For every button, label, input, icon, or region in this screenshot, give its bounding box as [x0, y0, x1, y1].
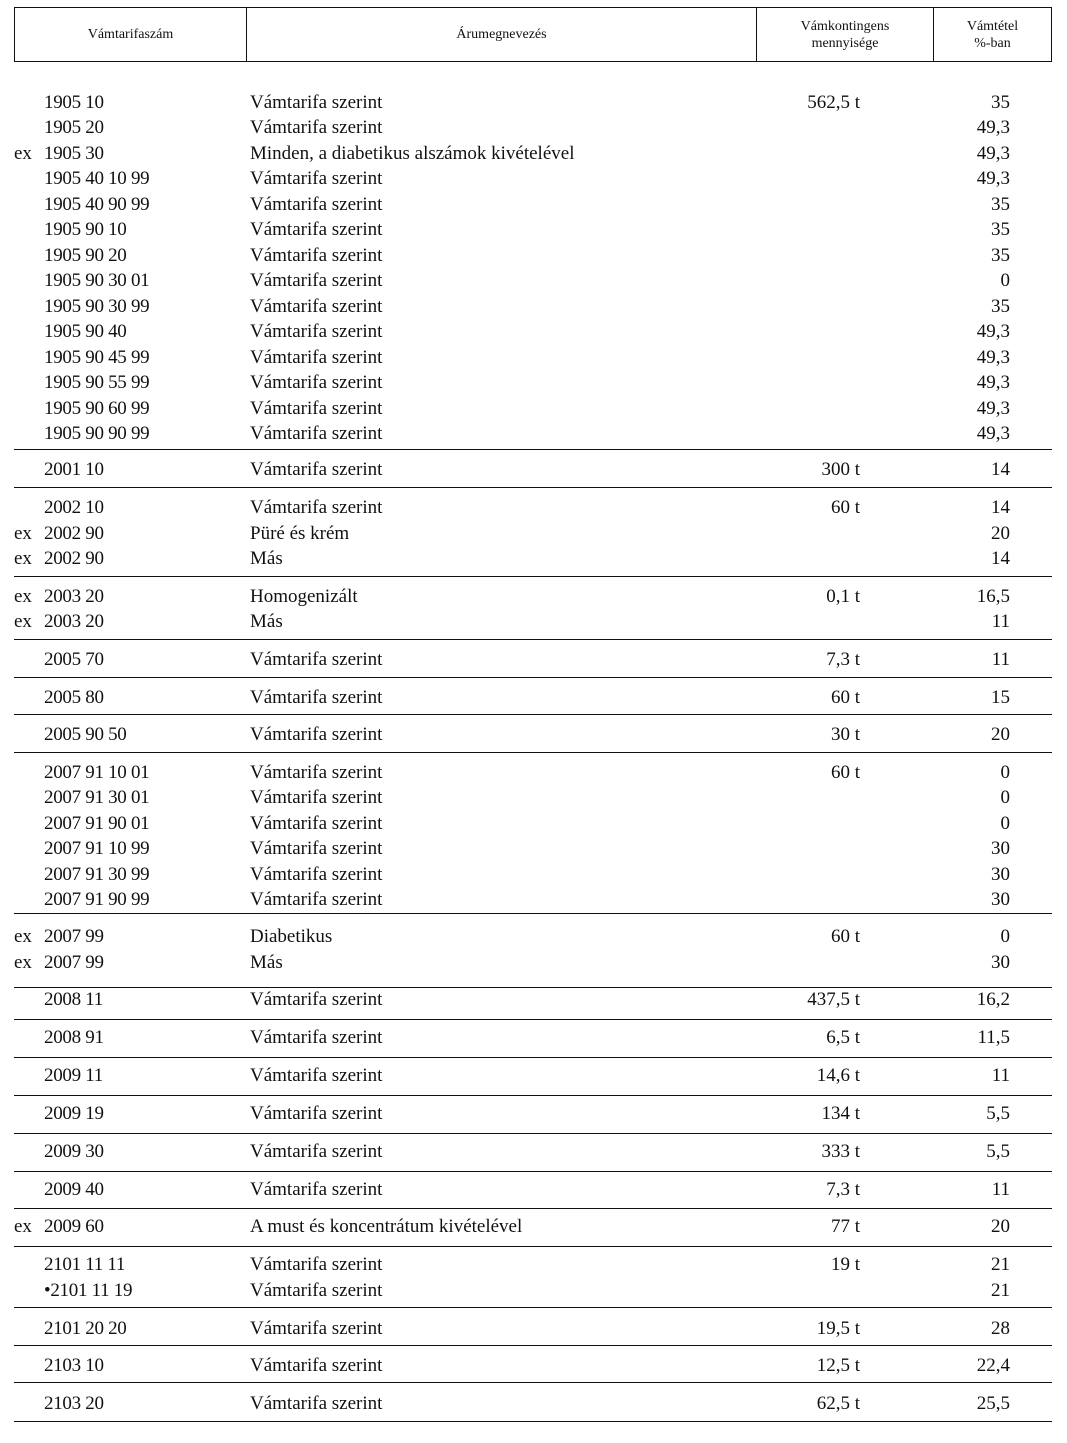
table-row	[0, 546, 1067, 571]
table-row	[0, 1214, 1067, 1239]
table-row	[0, 1391, 1067, 1416]
table-row	[0, 584, 1067, 609]
product-description: Vámtarifa szerint	[250, 321, 383, 342]
row-divider	[14, 1133, 1052, 1134]
tariff-code: 2007 91 30 01	[44, 787, 150, 808]
header-quota-quantity: Vámkontingens mennyisége	[756, 8, 933, 61]
row-divider	[14, 1246, 1052, 1247]
table-row	[0, 495, 1067, 520]
quota-quantity: 60 t	[830, 926, 860, 947]
table-row	[0, 370, 1067, 395]
table-row	[0, 862, 1067, 887]
ex-marker: ex	[14, 926, 32, 947]
row-divider	[14, 1019, 1052, 1020]
duty-rate: 11,5	[977, 1027, 1010, 1048]
tariff-code: 2007 91 10 01	[44, 762, 150, 783]
tariff-code: 2003 20	[44, 611, 104, 632]
row-divider	[14, 1057, 1052, 1058]
duty-rate: 16,2	[976, 989, 1010, 1010]
duty-rate: 35	[991, 219, 1010, 240]
quota-quantity: 562,5 t	[807, 92, 860, 113]
product-description: Vámtarifa szerint	[250, 168, 383, 189]
duty-rate: 49,3	[976, 168, 1010, 189]
product-description: Vámtarifa szerint	[250, 194, 383, 215]
tariff-code: 1905 90 55 99	[44, 372, 150, 393]
tariff-code: 1905 20	[44, 117, 104, 138]
table-row	[0, 217, 1067, 242]
table-row	[0, 192, 1067, 217]
quota-quantity: 19,5 t	[816, 1318, 860, 1339]
product-description: Más	[250, 611, 283, 632]
tariff-code: 2101 11 11	[44, 1254, 126, 1275]
duty-rate: 20	[991, 1216, 1010, 1237]
duty-rate: 35	[991, 194, 1010, 215]
row-divider	[14, 449, 1052, 450]
table-row	[0, 609, 1067, 634]
table-row	[0, 811, 1067, 836]
tariff-code: 2009 11	[44, 1065, 103, 1086]
duty-rate: 14	[991, 548, 1010, 569]
duty-rate: 5,5	[986, 1103, 1010, 1124]
duty-rate: 5,5	[986, 1141, 1010, 1162]
table-row	[0, 887, 1067, 912]
product-description: Vámtarifa szerint	[250, 1027, 383, 1048]
quota-quantity: 0,1 t	[826, 586, 860, 607]
table-row	[0, 1353, 1067, 1378]
table-row	[0, 345, 1067, 370]
duty-rate: 49,3	[976, 372, 1010, 393]
product-description: Vámtarifa szerint	[250, 762, 383, 783]
quota-quantity: 77 t	[830, 1216, 860, 1237]
duty-rate: 20	[991, 523, 1010, 544]
quota-quantity: 60 t	[830, 687, 860, 708]
ex-marker: ex	[14, 143, 32, 164]
duty-rate: 0	[1000, 813, 1010, 834]
duty-rate: 25,5	[976, 1393, 1010, 1414]
duty-rate: 28	[991, 1318, 1010, 1339]
header-duty-rate: Vámtétel %-ban	[933, 8, 1051, 61]
table-row	[0, 166, 1067, 191]
tariff-code: •2101 11 19	[44, 1280, 133, 1301]
tariff-code: 2009 40	[44, 1179, 104, 1200]
tariff-code: 2007 99	[44, 952, 104, 973]
product-description: Vámtarifa szerint	[250, 1141, 383, 1162]
table-row	[0, 1139, 1067, 1164]
duty-rate: 11	[991, 1065, 1010, 1086]
table-row	[0, 457, 1067, 482]
header-description: Árumegnevezés	[246, 8, 756, 61]
product-description: Vámtarifa szerint	[250, 649, 383, 670]
product-description: Homogenizált	[250, 586, 358, 607]
ex-marker: ex	[14, 611, 32, 632]
tariff-code: 2002 90	[44, 548, 104, 569]
ex-marker: ex	[14, 1216, 32, 1237]
product-description: Vámtarifa szerint	[250, 989, 383, 1010]
table-row	[0, 722, 1067, 747]
row-divider	[14, 1171, 1052, 1172]
duty-rate: 21	[991, 1254, 1010, 1275]
tariff-code: 2005 90 50	[44, 724, 127, 745]
product-description: Vámtarifa szerint	[250, 1280, 383, 1301]
table-row	[0, 294, 1067, 319]
tariff-code: 1905 90 40	[44, 321, 127, 342]
duty-rate: 16,5	[976, 586, 1010, 607]
product-description: A must és koncentrátum kivételével	[250, 1216, 523, 1237]
tariff-code: 2001 10	[44, 459, 104, 480]
quota-quantity: 30 t	[830, 724, 860, 745]
table-row	[0, 1101, 1067, 1126]
duty-rate: 49,3	[976, 321, 1010, 342]
quota-quantity: 300 t	[821, 459, 860, 480]
quota-quantity: 62,5 t	[816, 1393, 860, 1414]
duty-rate: 49,3	[976, 398, 1010, 419]
tariff-code: 1905 40 90 99	[44, 194, 150, 215]
product-description: Vámtarifa szerint	[250, 459, 383, 480]
tariff-code: 2002 90	[44, 523, 104, 544]
table-row	[0, 421, 1067, 446]
product-description: Más	[250, 548, 283, 569]
quota-quantity: 12,5 t	[816, 1355, 860, 1376]
product-description: Vámtarifa szerint	[250, 347, 383, 368]
table-row	[0, 396, 1067, 421]
table-row	[0, 785, 1067, 810]
duty-rate: 30	[991, 952, 1010, 973]
duty-rate: 30	[991, 864, 1010, 885]
product-description: Vámtarifa szerint	[250, 889, 383, 910]
quota-quantity: 7,3 t	[826, 1179, 860, 1200]
duty-rate: 0	[1000, 270, 1010, 291]
duty-rate: 30	[991, 889, 1010, 910]
tariff-code: 2008 91	[44, 1027, 104, 1048]
row-divider	[14, 714, 1052, 715]
duty-rate: 11	[991, 1179, 1010, 1200]
table-row	[0, 521, 1067, 546]
product-description: Vámtarifa szerint	[250, 117, 383, 138]
tariff-code: 1905 90 10	[44, 219, 127, 240]
product-description: Vámtarifa szerint	[250, 687, 383, 708]
table-row	[0, 950, 1067, 975]
row-divider	[14, 1307, 1052, 1308]
row-divider	[14, 1421, 1052, 1422]
row-divider	[14, 987, 1052, 988]
product-description: Vámtarifa szerint	[250, 1393, 383, 1414]
table-row	[0, 319, 1067, 344]
product-description: Diabetikus	[250, 926, 333, 947]
row-divider	[14, 752, 1052, 753]
row-divider	[14, 1345, 1052, 1346]
product-description: Püré és krém	[250, 523, 350, 544]
product-description: Vámtarifa szerint	[250, 724, 383, 745]
row-divider	[14, 913, 1052, 914]
header-code: Vámtarifaszám	[87, 27, 174, 42]
table-row	[0, 90, 1067, 115]
tariff-code: 2007 99	[44, 926, 104, 947]
table-row	[0, 268, 1067, 293]
table-row	[0, 647, 1067, 672]
quota-quantity: 60 t	[830, 762, 860, 783]
tariff-code: 2007 91 10 99	[44, 838, 150, 859]
product-description: Vámtarifa szerint	[250, 423, 383, 444]
duty-rate: 35	[991, 245, 1010, 266]
quota-quantity: 19 t	[830, 1254, 860, 1275]
tariff-code: 2007 91 90 01	[44, 813, 150, 834]
ex-marker: ex	[14, 523, 32, 544]
product-description: Vámtarifa szerint	[250, 219, 383, 240]
duty-rate: 49,3	[976, 143, 1010, 164]
tariff-code: 2005 80	[44, 687, 104, 708]
product-description: Vámtarifa szerint	[250, 1318, 383, 1339]
tariff-code: 1905 90 60 99	[44, 398, 150, 419]
tariff-code: 2009 60	[44, 1216, 104, 1237]
tariff-code: 2007 91 90 99	[44, 889, 150, 910]
table-row	[0, 1252, 1067, 1277]
tariff-code: 2003 20	[44, 586, 104, 607]
tariff-code: 2002 10	[44, 497, 104, 518]
table-row	[0, 924, 1067, 949]
table-row	[0, 987, 1067, 1012]
quota-quantity: 14,6 t	[816, 1065, 860, 1086]
product-description: Vámtarifa szerint	[250, 1355, 383, 1376]
quota-quantity: 333 t	[821, 1141, 860, 1162]
product-description: Vámtarifa szerint	[250, 1179, 383, 1200]
duty-rate: 0	[1000, 787, 1010, 808]
duty-rate: 20	[991, 724, 1010, 745]
tariff-code: 1905 40 10 99	[44, 168, 150, 189]
tariff-code: 1905 90 30 99	[44, 296, 150, 317]
quota-quantity: 60 t	[830, 497, 860, 518]
product-description: Vámtarifa szerint	[250, 270, 383, 291]
ex-marker: ex	[14, 586, 32, 607]
product-description: Vámtarifa szerint	[250, 398, 383, 419]
duty-rate: 49,3	[976, 347, 1010, 368]
row-divider	[14, 639, 1052, 640]
ex-marker: ex	[14, 548, 32, 569]
duty-rate: 35	[991, 296, 1010, 317]
quota-quantity: 437,5 t	[807, 989, 860, 1010]
row-divider	[14, 677, 1052, 678]
row-divider	[14, 1382, 1052, 1383]
table-row	[0, 1278, 1067, 1303]
product-description: Vámtarifa szerint	[250, 92, 383, 113]
tariff-code: 2005 70	[44, 649, 104, 670]
table-row	[0, 115, 1067, 140]
product-description: Vámtarifa szerint	[250, 372, 383, 393]
row-divider	[14, 1095, 1052, 1096]
table-row	[0, 685, 1067, 710]
duty-rate: 0	[1000, 762, 1010, 783]
product-description: Vámtarifa szerint	[250, 296, 383, 317]
quota-quantity: 134 t	[821, 1103, 860, 1124]
duty-rate: 22,4	[976, 1355, 1010, 1376]
tariff-code: 2008 11	[44, 989, 103, 1010]
table-header	[14, 7, 1052, 62]
product-description: Minden, a diabetikus alszámok kivételével	[250, 143, 575, 164]
product-description: Vámtarifa szerint	[250, 1103, 383, 1124]
tariff-code: 2103 20	[44, 1393, 104, 1414]
duty-rate: 11	[991, 649, 1010, 670]
table-row	[0, 243, 1067, 268]
duty-rate: 30	[991, 838, 1010, 859]
tariff-code: 1905 90 20	[44, 245, 127, 266]
duty-rate: 49,3	[976, 423, 1010, 444]
duty-rate: 11	[991, 611, 1010, 632]
duty-rate: 0	[1000, 926, 1010, 947]
tariff-code: 2007 91 30 99	[44, 864, 150, 885]
duty-rate: 14	[991, 497, 1010, 518]
tariff-code: 2009 30	[44, 1141, 104, 1162]
product-description: Vámtarifa szerint	[250, 787, 383, 808]
product-description: Vámtarifa szerint	[250, 245, 383, 266]
product-description: Vámtarifa szerint	[250, 838, 383, 859]
tariff-code: 1905 90 45 99	[44, 347, 150, 368]
table-row	[0, 760, 1067, 785]
quota-quantity: 7,3 t	[826, 649, 860, 670]
table-row	[0, 1177, 1067, 1202]
row-divider	[14, 487, 1052, 488]
duty-rate: 14	[991, 459, 1010, 480]
duty-rate: 49,3	[976, 117, 1010, 138]
tariff-code: 1905 30	[44, 143, 104, 164]
table-row	[0, 1025, 1067, 1050]
row-divider	[14, 1208, 1052, 1209]
tariff-code: 2101 20 20	[44, 1318, 127, 1339]
tariff-code: 2103 10	[44, 1355, 104, 1376]
product-description: Vámtarifa szerint	[250, 813, 383, 834]
tariff-code: 1905 90 30 01	[44, 270, 150, 291]
duty-rate: 15	[991, 687, 1010, 708]
duty-rate: 21	[991, 1280, 1010, 1301]
quota-quantity: 6,5 t	[826, 1027, 860, 1048]
ex-marker: ex	[14, 952, 32, 973]
table-row	[0, 1316, 1067, 1341]
product-description: Más	[250, 952, 283, 973]
tariff-code: 2009 19	[44, 1103, 104, 1124]
tariff-code: 1905 10	[44, 92, 104, 113]
table-row	[0, 836, 1067, 861]
product-description: Vámtarifa szerint	[250, 1254, 383, 1275]
table-row	[0, 1063, 1067, 1088]
product-description: Vámtarifa szerint	[250, 864, 383, 885]
product-description: Vámtarifa szerint	[250, 497, 383, 518]
table-row	[0, 141, 1067, 166]
row-divider	[14, 576, 1052, 577]
product-description: Vámtarifa szerint	[250, 1065, 383, 1086]
duty-rate: 35	[991, 92, 1010, 113]
tariff-code: 1905 90 90 99	[44, 423, 150, 444]
